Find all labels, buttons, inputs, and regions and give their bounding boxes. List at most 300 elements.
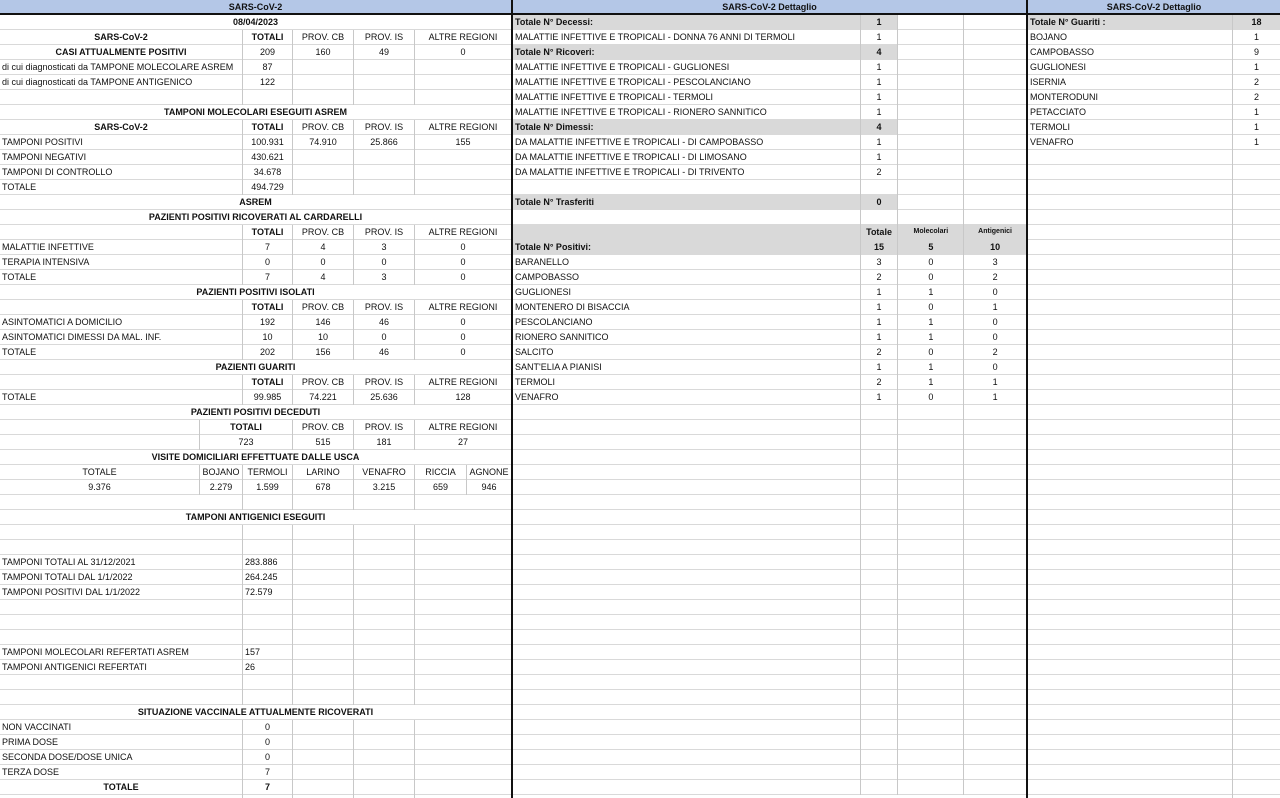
cell (293, 615, 354, 630)
cell (964, 435, 1026, 450)
value-cell: 72.579 (243, 585, 293, 600)
table-row (513, 585, 1026, 600)
row-label: TERMOLI (1028, 120, 1233, 135)
table-row (513, 690, 1026, 705)
empty-row (1028, 390, 1280, 405)
cell (898, 495, 964, 510)
row-label (0, 225, 243, 240)
col-header: Molecolari (898, 225, 964, 240)
table-row (1028, 60, 1280, 75)
cell (354, 570, 415, 585)
cell (415, 75, 511, 90)
empty-row (1028, 360, 1280, 375)
cell (964, 60, 1026, 75)
cell (415, 630, 511, 645)
row-label: Totale N° Ricoveri: (513, 45, 861, 60)
empty-row (0, 615, 511, 630)
cell (415, 660, 511, 675)
cell (898, 480, 964, 495)
header-row (513, 225, 1026, 240)
cell (1233, 705, 1280, 720)
value-cell: 1.599 (243, 480, 293, 495)
cell (964, 480, 1026, 495)
panel-header: SARS-CoV-2 Dettaglio (513, 0, 1026, 15)
cell (293, 750, 354, 765)
value-cell: 122 (243, 75, 293, 90)
value-cell: 2 (992, 272, 998, 282)
cell (1028, 690, 1233, 705)
value-cell: 157 (243, 645, 293, 660)
cell (1233, 360, 1280, 375)
empty-row (1028, 525, 1280, 540)
cell (964, 585, 1026, 600)
value-cell (293, 180, 354, 195)
table-row (513, 150, 1026, 165)
cell (1233, 540, 1280, 555)
row-label: ASINTOMATICI A DOMICILIO (0, 315, 243, 330)
value-cell: 2 (861, 345, 899, 360)
table-row (513, 555, 1026, 570)
col-header: PROV. CB (293, 300, 354, 315)
value-cell: 10 (243, 330, 293, 345)
value-cell: 1 (992, 377, 998, 387)
table-row (0, 780, 511, 795)
cell (1028, 570, 1233, 585)
value-cell: 0 (460, 317, 466, 327)
table-row (0, 660, 511, 675)
cell (1233, 585, 1280, 600)
row-label: di cui diagnosticati da TAMPONE ANTIGENICO (0, 75, 243, 90)
cell (898, 660, 964, 675)
value-cell: 74.221 (293, 390, 354, 405)
value-cell: 1 (861, 105, 899, 120)
empty-row (1028, 225, 1280, 240)
table-row (513, 75, 1026, 90)
cell (861, 570, 899, 585)
empty-row (1028, 600, 1280, 615)
table-row (513, 435, 1026, 450)
cell (1233, 465, 1280, 480)
empty-row (1028, 540, 1280, 555)
row-label: MALATTIE INFETTIVE E TROPICALI - PESCOLANCIANO (513, 75, 861, 90)
cell (861, 720, 899, 735)
value-cell: 1 (1253, 32, 1259, 42)
row-label: VENAFRO (1028, 135, 1233, 150)
cell (1233, 420, 1280, 435)
cell (293, 90, 354, 105)
value-cell: 10 (964, 240, 1026, 255)
cell (1028, 555, 1233, 570)
cell (1028, 540, 1233, 555)
empty-row (1028, 705, 1280, 720)
value-cell: 4 (861, 45, 899, 60)
cell (1028, 285, 1233, 300)
cell (1028, 780, 1233, 795)
sars-summary-panel (0, 0, 513, 798)
table-row (513, 480, 1026, 495)
row-label: TERMOLI (513, 375, 861, 390)
cell (354, 720, 415, 735)
row-label: MALATTIE INFETTIVE E TROPICALI - RIONERO SANNITICO (513, 105, 861, 120)
row-label (513, 510, 861, 525)
cell (354, 75, 415, 90)
value-cell: 515 (293, 435, 354, 450)
cell (964, 45, 1026, 60)
cell (898, 420, 964, 435)
cell (964, 615, 1026, 630)
value-cell: 0 (898, 270, 964, 285)
value-cell: 1 (1253, 122, 1259, 132)
cell (898, 210, 964, 225)
empty-row (1028, 690, 1280, 705)
cell (1233, 330, 1280, 345)
cell (1028, 255, 1233, 270)
cell (243, 525, 293, 540)
value-cell: 4 (861, 120, 899, 135)
cell (415, 765, 511, 780)
empty-row (0, 690, 511, 705)
empty-row (1028, 240, 1280, 255)
table-row (0, 645, 511, 660)
cell (1028, 465, 1233, 480)
row-label (513, 660, 861, 675)
value-cell: 128 (455, 392, 471, 402)
col-header: ALTRE REGIONI (428, 377, 498, 387)
empty-row (1028, 345, 1280, 360)
cell (354, 735, 415, 750)
row-label (513, 720, 861, 735)
empty-row (1028, 570, 1280, 585)
empty-row (0, 540, 511, 555)
empty-row (1028, 450, 1280, 465)
empty-row (1028, 420, 1280, 435)
cell (354, 540, 415, 555)
cell (1233, 690, 1280, 705)
cell (861, 600, 899, 615)
section-title: PAZIENTI POSITIVI DECEDUTI (190, 407, 321, 417)
cell (293, 735, 354, 750)
value-cell: 27 (457, 437, 468, 447)
cell (861, 525, 899, 540)
row-label: NON VACCINATI (0, 720, 243, 735)
cell (293, 720, 354, 735)
cell (415, 90, 511, 105)
value-cell (293, 165, 354, 180)
cell (1233, 450, 1280, 465)
table-row (513, 270, 1026, 285)
row-label: TAMPONI MOLECOLARI REFERTATI ASREM (0, 645, 243, 660)
cell (243, 495, 293, 510)
row-label: TERZA DOSE (0, 765, 243, 780)
row-label (513, 435, 861, 450)
value-cell: 1 (861, 135, 899, 150)
guariti-table (1028, 15, 1280, 798)
table-row (513, 720, 1026, 735)
cell (1028, 510, 1233, 525)
value-cell: 2.279 (200, 480, 243, 495)
cell (354, 495, 415, 510)
cell (898, 15, 964, 30)
detail-table (513, 15, 1026, 795)
table-row (513, 765, 1026, 780)
cell (898, 105, 964, 120)
row-label (513, 450, 861, 465)
row-label: DA MALATTIE INFETTIVE E TROPICALI - DI LIMOSANO (513, 150, 861, 165)
cell (354, 750, 415, 765)
cell (964, 495, 1026, 510)
value-cell (415, 180, 511, 195)
row-label: TAMPONI DI CONTROLLO (0, 165, 243, 180)
table-row (513, 135, 1026, 150)
table-row (513, 255, 1026, 270)
cell (415, 585, 511, 600)
value-cell: 74.910 (293, 135, 354, 150)
cell (1028, 495, 1233, 510)
cell (1028, 750, 1233, 765)
table-row (0, 330, 511, 345)
cell (898, 75, 964, 90)
row-label (513, 600, 861, 615)
empty-row (1028, 780, 1280, 795)
table-row (1028, 30, 1280, 45)
cell (861, 615, 899, 630)
cell (898, 180, 964, 195)
value-cell: 15 (861, 240, 899, 255)
table-row (513, 60, 1026, 75)
row-label: TOTALE (0, 180, 243, 195)
cell (898, 405, 964, 420)
cell (861, 645, 899, 660)
value-cell (293, 150, 354, 165)
row-label: GUGLIONESI (1028, 60, 1233, 75)
cell (898, 750, 964, 765)
header-row (0, 465, 511, 480)
col-header: TERMOLI (243, 465, 293, 480)
cell (415, 570, 511, 585)
cell (0, 630, 243, 645)
col-header: ALTRE REGIONI (428, 227, 498, 237)
cell (415, 780, 511, 795)
section-row (0, 405, 511, 420)
cell (1028, 675, 1233, 690)
cell (964, 30, 1026, 45)
row-label (513, 780, 861, 795)
value-cell: 0 (460, 242, 466, 252)
value-cell: 3.215 (354, 480, 415, 495)
cell (898, 450, 964, 465)
row-label (513, 495, 861, 510)
table-row (513, 30, 1026, 45)
summary-table (0, 15, 511, 798)
table-row (513, 315, 1026, 330)
cell (1233, 525, 1280, 540)
table-row (513, 660, 1026, 675)
cell (293, 600, 354, 615)
col-header: PROV. IS (354, 420, 415, 435)
row-label: TOTALE (0, 390, 243, 405)
cell (243, 675, 293, 690)
row-label: TOTALE (0, 270, 243, 285)
empty-row (0, 525, 511, 540)
cell (354, 690, 415, 705)
value-cell: 0 (861, 195, 899, 210)
table-row (513, 210, 1026, 225)
empty-row (1028, 735, 1280, 750)
cell (1028, 525, 1233, 540)
cell (1233, 600, 1280, 615)
row-label (513, 765, 861, 780)
value-cell: 1 (861, 390, 899, 405)
empty-row (1028, 405, 1280, 420)
row-label (513, 570, 861, 585)
cell (898, 195, 964, 210)
section-title: TAMPONI ANTIGENICI ESEGUITI (185, 512, 326, 522)
cell (1233, 435, 1280, 450)
section-title: PAZIENTI POSITIVI ISOLATI (196, 287, 315, 297)
cell (1233, 735, 1280, 750)
empty-row (1028, 615, 1280, 630)
table-row (1028, 105, 1280, 120)
table-row (513, 540, 1026, 555)
cell (861, 510, 899, 525)
row-label: PRIMA DOSE (0, 735, 243, 750)
cell (415, 645, 511, 660)
table-row (0, 720, 511, 735)
value-cell: 2 (992, 347, 998, 357)
value-cell: 46 (354, 345, 415, 360)
detail-panel (513, 0, 1028, 798)
col-header: PROV. IS (354, 30, 415, 45)
cell (1233, 270, 1280, 285)
row-label: DA MALATTIE INFETTIVE E TROPICALI - DI TRIVENTO (513, 165, 861, 180)
value-cell: 1 (898, 285, 964, 300)
cell (1233, 195, 1280, 210)
value-cell: 723 (200, 435, 293, 450)
cell (964, 525, 1026, 540)
row-label: MALATTIE INFETTIVE E TROPICALI - GUGLIONESI (513, 60, 861, 75)
value-cell: 1 (861, 75, 899, 90)
value-cell: 0 (898, 255, 964, 270)
cell (354, 660, 415, 675)
empty-row (1028, 630, 1280, 645)
table-row (0, 270, 511, 285)
row-label: TOTALE (0, 780, 243, 795)
table-row (0, 390, 511, 405)
value-cell: 7 (243, 780, 293, 795)
row-label (513, 555, 861, 570)
cell (898, 735, 964, 750)
cell (1233, 315, 1280, 330)
value-cell: 0 (460, 257, 466, 267)
empty-row (1028, 255, 1280, 270)
cell (354, 90, 415, 105)
table-row (513, 375, 1026, 390)
cell (964, 735, 1026, 750)
section-title: 08/04/2023 (232, 17, 279, 27)
value-cell: 0 (992, 362, 998, 372)
table-row (0, 585, 511, 600)
section-row (0, 210, 511, 225)
value-cell: 0 (243, 750, 293, 765)
value-cell: 9 (1253, 47, 1259, 57)
table-row (513, 780, 1026, 795)
cell (964, 705, 1026, 720)
cell (1233, 390, 1280, 405)
table-row (513, 330, 1026, 345)
col-header: PROV. CB (293, 120, 354, 135)
col-header: ALTRE REGIONI (428, 32, 498, 42)
value-cell: 18 (1233, 15, 1280, 30)
header-row (0, 120, 511, 135)
value-cell: 1 (861, 60, 899, 75)
cell (243, 690, 293, 705)
cell (964, 75, 1026, 90)
cell (1233, 495, 1280, 510)
col-header: ALTRE REGIONI (428, 122, 498, 132)
cell (354, 765, 415, 780)
cell (293, 765, 354, 780)
cell (964, 540, 1026, 555)
empty-row (1028, 765, 1280, 780)
empty-row (1028, 675, 1280, 690)
cell (898, 120, 964, 135)
value-cell: 192 (243, 315, 293, 330)
value-cell: 0 (898, 345, 964, 360)
table-row (1028, 135, 1280, 150)
value-cell: 1 (1253, 137, 1259, 147)
row-label (513, 210, 861, 225)
col-header: TOTALI (243, 30, 293, 45)
col-header: BOJANO (200, 465, 243, 480)
cell (1028, 765, 1233, 780)
cell (898, 765, 964, 780)
cell (415, 720, 511, 735)
cell (964, 195, 1026, 210)
value-cell: 181 (354, 435, 415, 450)
value-cell: 0 (293, 255, 354, 270)
value-cell: 4 (293, 240, 354, 255)
cell (354, 585, 415, 600)
table-row (513, 465, 1026, 480)
row-label: TERAPIA INTENSIVA (0, 255, 243, 270)
cell (861, 765, 899, 780)
cell (354, 60, 415, 75)
cell (964, 135, 1026, 150)
section-title: PAZIENTI GUARITI (215, 362, 296, 372)
table-row (0, 750, 511, 765)
table-row (513, 645, 1026, 660)
cell (964, 120, 1026, 135)
cell (1028, 615, 1233, 630)
table-row (513, 120, 1026, 135)
cell (898, 780, 964, 795)
value-cell: 946 (481, 482, 497, 492)
value-cell: 0 (992, 317, 998, 327)
table-row (513, 405, 1026, 420)
cell (1233, 405, 1280, 420)
value-cell: 0 (460, 272, 466, 282)
row-label: ISERNIA (1028, 75, 1233, 90)
cell (293, 555, 354, 570)
row-label (513, 180, 861, 195)
value-cell: 46 (354, 315, 415, 330)
value-cell: 155 (455, 137, 471, 147)
cell (1233, 480, 1280, 495)
col-header: VENAFRO (354, 465, 415, 480)
value-cell: 1 (1253, 107, 1259, 117)
empty-row (1028, 750, 1280, 765)
value-cell: 99.985 (243, 390, 293, 405)
